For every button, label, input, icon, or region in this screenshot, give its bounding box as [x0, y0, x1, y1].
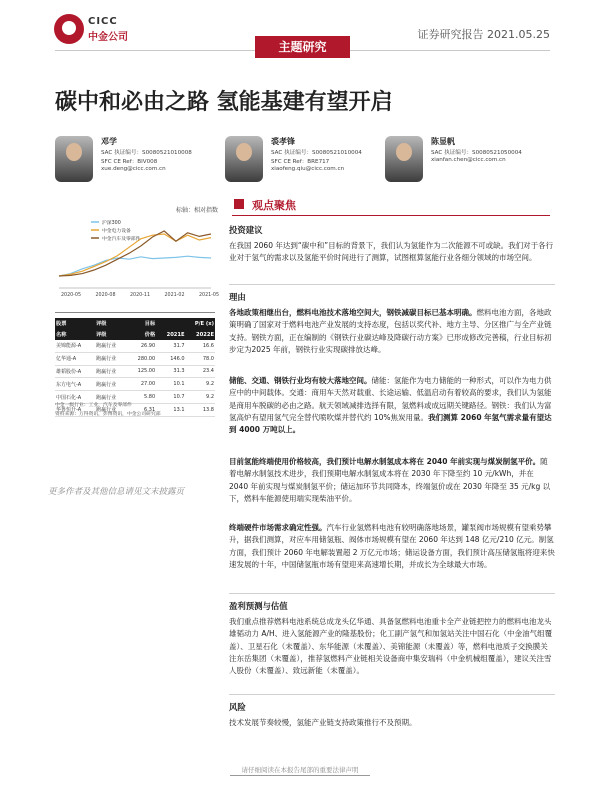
section-heading-invest: 投资建议: [229, 225, 263, 235]
table-cell: 跑赢行业: [95, 340, 127, 352]
col-subheader: 2022E: [186, 329, 215, 340]
table-row: [55, 340, 215, 352]
col-subheader: 价格: [127, 329, 156, 340]
table-note: 中金一级行业：工业、汽车及零部件: [55, 403, 132, 408]
table-subheader-row: [55, 329, 215, 340]
p4-text: 汽车行业氢燃料电池有较明确落地场景，罐泵阀市场规模有望乘势攀升，据我们测算，对应车用储氢瓶、阀体市场规模有望在 2060 年达到 148 亿元/210 亿元。制氢方面，我们预计 2060 年电解装置超 2 万亿元市场；储运设备方面，我们预计高压储氢瓶将迎来快速发展的十年，中国储氢瓶市场有望迎来高速增长期，并成长为全球最大市场。: [229, 523, 555, 569]
section-divider: [229, 593, 555, 594]
table-cell: 78.0: [186, 352, 215, 365]
table-cell: 跑赢行业: [95, 378, 127, 391]
x-tick-label: 2020-08: [95, 293, 116, 298]
table-cell: 跑赢行业: [95, 403, 127, 416]
profit-paragraph: 我们重点推荐燃料电池系统总成龙头亿华通、具备氢燃料电池重卡全产业链把控力的燃料电池龙头雄韬动力 A/H、进入氢能源产业的隆基股份；化工副产氢气和加氢站关注中国石化（中金油气组覆盖）、卫星石化（未覆盖）、东华能源（未覆盖）、美锦能源（未覆盖）等，燃料电池质子交换膜关注东岳集团（未覆盖），推荐氢燃料产业链相关设备商中集安瑞科（中金机械组覆盖），建议关注雪人股份（未覆盖）、致远新能（未覆盖）。: [229, 617, 553, 676]
p4-bold: 终端硬件市场需求确定性强。: [229, 523, 327, 532]
table-row: [55, 352, 215, 365]
p1-bold: 各地政策相继出台，燃料电池技术落地空间大，钢铁减碳目标已基本明确。: [229, 308, 477, 317]
table-cell: 跑赢行业: [95, 352, 127, 365]
table-source: 资料来源：万得资讯，彭博资讯，中金公司研究部: [55, 412, 161, 417]
p3-bold: 目前氢能终端使用价格较高，我们预计电解水制氢成本将在 2040 年前实现与煤炭制氢平价。: [229, 457, 541, 466]
risk-paragraph: 技术发展节奏较慢，氢能产业链支持政策推行不及预期。: [229, 718, 417, 727]
x-tick-label: 2021-05: [198, 293, 220, 298]
author-sac: SAC 执证编号：S0080521010004: [271, 150, 362, 156]
section-heading-risk: 风险: [229, 702, 246, 712]
table-cell: 6.31: [127, 403, 156, 416]
table-cell: 10.1: [156, 378, 185, 391]
reason-paragraph-4: [229, 522, 555, 571]
reason-paragraph-3: [229, 456, 555, 505]
p2-bold: 储能、交通、钢铁行业均有较大落地空间。: [229, 376, 372, 385]
author-card: [55, 136, 225, 186]
table-cell: 中国石化-A: [55, 391, 95, 404]
p2-bold-2: 我们测算 2060 年氢气需求量有望达到 4000 万吨以上。: [229, 412, 552, 435]
col-header: 目标: [127, 318, 156, 329]
cicc-logo-icon: [54, 14, 84, 44]
invest-paragraph: 在我国 2060 年达到“碳中和”目标的背景下，我们认为氢能作为二次能源不可或缺。我们对于各行业对于氢气的需求以及氢能平价时间进行了测算，试图框算氢能行业各细分领域的市场空间。: [229, 241, 554, 263]
table-cell: 东方电气-A: [55, 378, 95, 391]
table-cell: 华鲁恒升-A: [55, 403, 95, 416]
avatar: [225, 136, 263, 182]
footer-underline: [230, 775, 370, 776]
p2-text: 储能：氢能作为电力储能的一种形式，可以作为电力供应中的中间载体。交通：商用车天然对载重、长途运输、低温启动有着较高的要求，我们认为氢能是商用车脱碳的必由之路。航天领域减排选择有限，氢燃料或成远期关键路径。钢铁：我们认为富氢高炉有望用氢气完全替代喷吹煤并替代约 10%焦炭用量。: [229, 376, 552, 422]
report-type-date: 证券研究报告 2021.05.25: [417, 28, 550, 41]
author-name: 裘孝锋: [271, 137, 295, 146]
legend-label-1: 中金电力设备: [102, 229, 131, 234]
author-name: 邓学: [101, 137, 117, 146]
author-card: [225, 136, 395, 186]
table-cell: 跑赢行业: [95, 365, 127, 378]
section-divider: [229, 694, 555, 695]
reason-paragraph-1: [229, 307, 555, 356]
col-subheader: 名称: [55, 329, 95, 340]
table-cell: 美锦能源-A: [55, 340, 95, 352]
table-cell: 5.80: [127, 391, 156, 404]
col-header: P/E (x): [156, 318, 215, 329]
col-subheader: 评级: [95, 329, 127, 340]
legend-label-0: 沪深300: [102, 221, 121, 226]
table-cell: 31.7: [156, 340, 185, 352]
author-sac: SAC 执证编号：S0080521010008: [101, 150, 192, 156]
page-title: 碳中和必由之路 氢能基建有望开启: [55, 90, 393, 115]
section-heading-reason: 理由: [229, 292, 246, 302]
viewpoint-divider: [232, 215, 550, 216]
table-cell: 146.0: [156, 352, 185, 365]
table-cell: 280.00: [127, 352, 156, 365]
section-divider: [229, 284, 555, 285]
table-cell: 16.6: [186, 340, 215, 352]
table-header-row: [55, 318, 215, 329]
author-email: xue.deng@cicc.com.cn: [101, 166, 166, 172]
x-tick-label: 2020-11: [129, 293, 151, 298]
table-cell: 26.90: [127, 340, 156, 352]
table-cell: 13.1: [156, 403, 185, 416]
logo-text-cn: 中金公司: [88, 32, 128, 43]
viewpoint-icon: [234, 199, 244, 209]
table-cell: 雄韬股份-A: [55, 365, 95, 378]
table-cell: 9.2: [186, 391, 215, 404]
table-cell: 125.00: [127, 365, 156, 378]
author-card: [385, 136, 555, 186]
reason-paragraph-2: [229, 375, 555, 436]
author-email: xianfan.chen@cicc.com.cn: [431, 157, 506, 163]
avatar: [55, 136, 93, 182]
logo-text-en: CICC: [88, 16, 118, 27]
table-cell: 跑赢行业: [95, 391, 127, 404]
table-cell: 23.4: [186, 365, 215, 378]
x-tick-label: 2021-02: [164, 293, 185, 298]
table-row: [55, 378, 215, 391]
relative-index-chart: [55, 212, 220, 300]
sidebar-divider: [55, 312, 215, 313]
footer-disclaimer: 请仔细阅读在本报告尾部的重要法律声明: [241, 766, 359, 774]
legend-label-2: 中金汽车及零部件: [102, 237, 141, 242]
author-email: xiaofeng.qiu@cicc.com.cn: [271, 166, 345, 172]
author-name: 陈显帆: [431, 137, 455, 146]
x-tick-label: 2020-05: [60, 293, 82, 298]
col-header: 评级: [95, 318, 127, 329]
author-sfc: SFC CE Ref：BRE717: [271, 159, 330, 165]
table-cell: 27.00: [127, 378, 156, 391]
table-row: [55, 365, 215, 378]
p3-text: 随着电解水制氢技术进步，我们预期电解水制氢成本将在 2030 年下降至约 10 元/kWh，并在 2040 年前实现与煤炭制氢平价；储运加环节共同降本，终端氢价或在 2030 年降至 35 元/kg 以下，燃料车能源使用端实现柴油平价。: [229, 457, 551, 503]
author-sfc: SFC CE Ref：BIV008: [101, 159, 158, 165]
author-sac: SAC 执证编号：S0080521050004: [431, 150, 522, 156]
more-authors-note: 更多作者及其他信息请见文末披露页: [48, 487, 185, 497]
col-header: 股票: [55, 318, 95, 329]
series-line-0: [59, 256, 211, 276]
table-cell: 10.7: [156, 391, 185, 404]
viewpoint-title: 观点聚焦: [252, 199, 296, 212]
topic-banner: 主题研究: [255, 36, 350, 58]
p1-text: 燃料电池方面，各地政策明确了国家对于燃料电池产业发展的支持态度，包括以奖代补、地方主导、分区推广与全产业链支持。钢铁方面，正在编制的《钢铁行业碳达峰及降碳行动方案》已形成修改完善稿，行业目标初步定为2025 年前，钢铁行业实现碳排放达峰。: [229, 308, 552, 354]
table-cell: 亿华通-A: [55, 352, 95, 365]
table-cell: 31.3: [156, 365, 185, 378]
table-cell: 13.8: [186, 403, 215, 416]
chart-axis-note: 标轴：相对指数: [176, 207, 219, 214]
col-subheader: 2021E: [156, 329, 185, 340]
avatar: [385, 136, 423, 182]
section-heading-profit: 盈利预测与估值: [229, 601, 288, 611]
table-cell: 9.2: [186, 378, 215, 391]
